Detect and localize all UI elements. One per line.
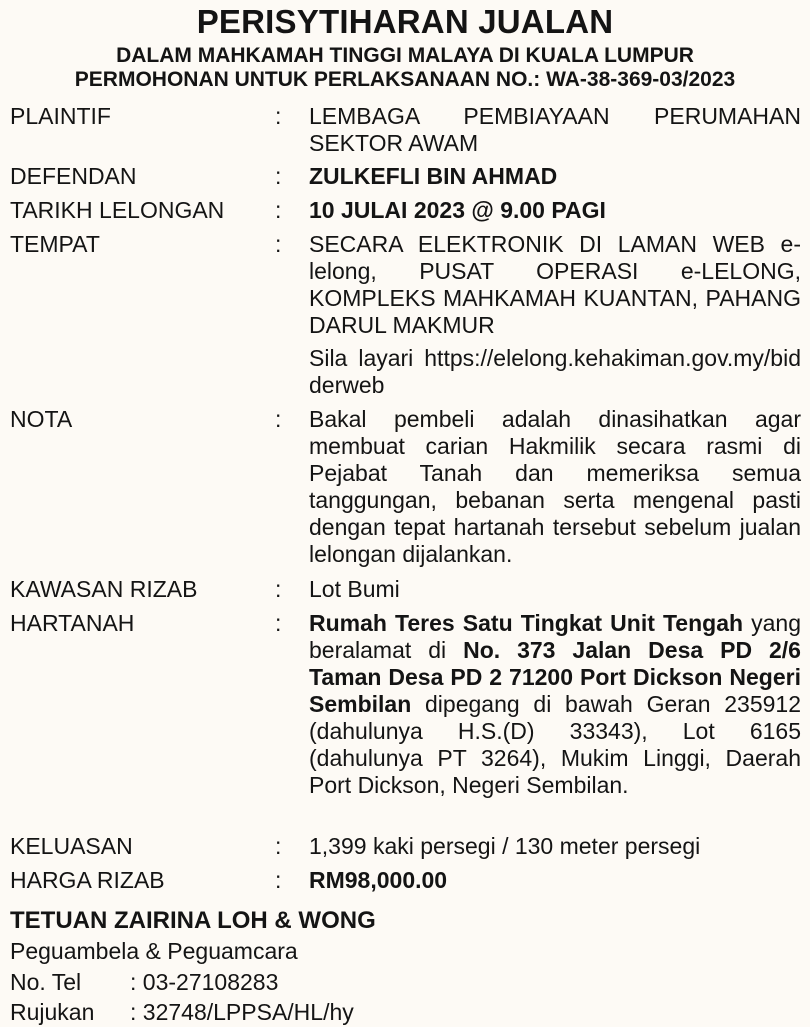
reserve-price-value: RM98,000.00 xyxy=(309,867,448,893)
reserve-area-colon: : xyxy=(275,576,282,602)
defendant-label: DEFENDAN xyxy=(10,163,137,189)
plaintiff-label: PLAINTIF xyxy=(10,103,111,129)
tel-value: : 03-27108283 xyxy=(130,969,279,995)
tel-label: No. Tel xyxy=(10,969,82,995)
venue-value: SECARA ELEKTRONIK DI LAMAN WEB e-lelong, PUSAT OPERASI e-LELONG, KOMPLEKS MAHKAMAH KUANTAN, PAHANG DARUL MAKMUR xyxy=(309,231,801,338)
venue-colon: : xyxy=(275,231,282,257)
property-label: HARTANAH xyxy=(10,610,135,636)
property-value xyxy=(309,610,801,799)
auction-date-value: 10 JULAI 2023 @ 9.00 PAGI xyxy=(309,197,606,223)
court-heading: DALAM MAHKAMAH TINGGI MALAYA DI KUALA LUMPUR xyxy=(116,44,694,67)
note-value: Bakal pembeli adalah dinasihatkan agar membuat carian Hakmilik secara rasmi di Pejabat Tanah dan memeriksa semua tanggungan, bebanan serta mengenal pasti dengan tepat hartanah tersebut sebelum jualan lelongan dijalankan. xyxy=(309,406,801,567)
reserve-price-label: HARGA RIZAB xyxy=(10,867,165,893)
venue-web-note: Sila layari https://elelong.kehakiman.gov.my/bidderweb xyxy=(309,345,801,398)
page-title: PERISYTIHARAN JUALAN xyxy=(196,3,614,40)
property-text-1: yang beralamat di xyxy=(309,610,802,663)
law-firm-name: TETUAN ZAIRINA LOH & WONG xyxy=(10,907,376,934)
auction-date-colon: : xyxy=(275,197,282,223)
property-colon: : xyxy=(275,610,282,636)
reference-value: : 32748/LPPSA/HL/hy xyxy=(130,999,354,1025)
property-type: Rumah Teres Satu Tingkat Unit Tengah xyxy=(309,610,744,636)
property-title-details: dipegang di bawah Geran 235912 (dahulunya H.S.(D) 33343), Lot 6165 (dahulunya PT 3264), Mukim Linggi, Daerah Port Dickson, Negeri Sembilan. xyxy=(309,691,801,798)
plaintiff-colon: : xyxy=(275,103,282,129)
area-value: 1,399 kaki persegi / 130 meter persegi xyxy=(309,833,701,859)
defendant-value: ZULKEFLI BIN AHMAD xyxy=(309,163,558,189)
application-number: PERMOHONAN UNTUK PERLAKSANAAN NO.: WA-38-369-03/2023 xyxy=(74,68,736,91)
property-address: No. 373 Jalan Desa PD 2/6 Taman Desa PD 2 71200 Port Dickson Negeri Sembilan xyxy=(309,637,801,717)
area-colon: : xyxy=(275,833,282,859)
law-firm-role: Peguambela & Peguamcara xyxy=(10,938,298,964)
note-label: NOTA xyxy=(10,406,73,432)
note-colon: : xyxy=(275,406,282,432)
auction-date-label: TARIKH LELONGAN xyxy=(10,197,225,223)
area-label: KELUASAN xyxy=(10,833,133,859)
plaintiff-value: LEMBAGA PEMBIAYAAN PERUMAHAN SEKTOR AWAM xyxy=(309,103,801,156)
reserve-area-value: Lot Bumi xyxy=(309,576,400,602)
reference-label: Rujukan xyxy=(10,999,95,1025)
reserve-area-label: KAWASAN RIZAB xyxy=(10,576,198,602)
venue-label: TEMPAT xyxy=(10,231,100,257)
reserve-price-colon: : xyxy=(275,867,282,893)
defendant-colon: : xyxy=(275,163,282,189)
